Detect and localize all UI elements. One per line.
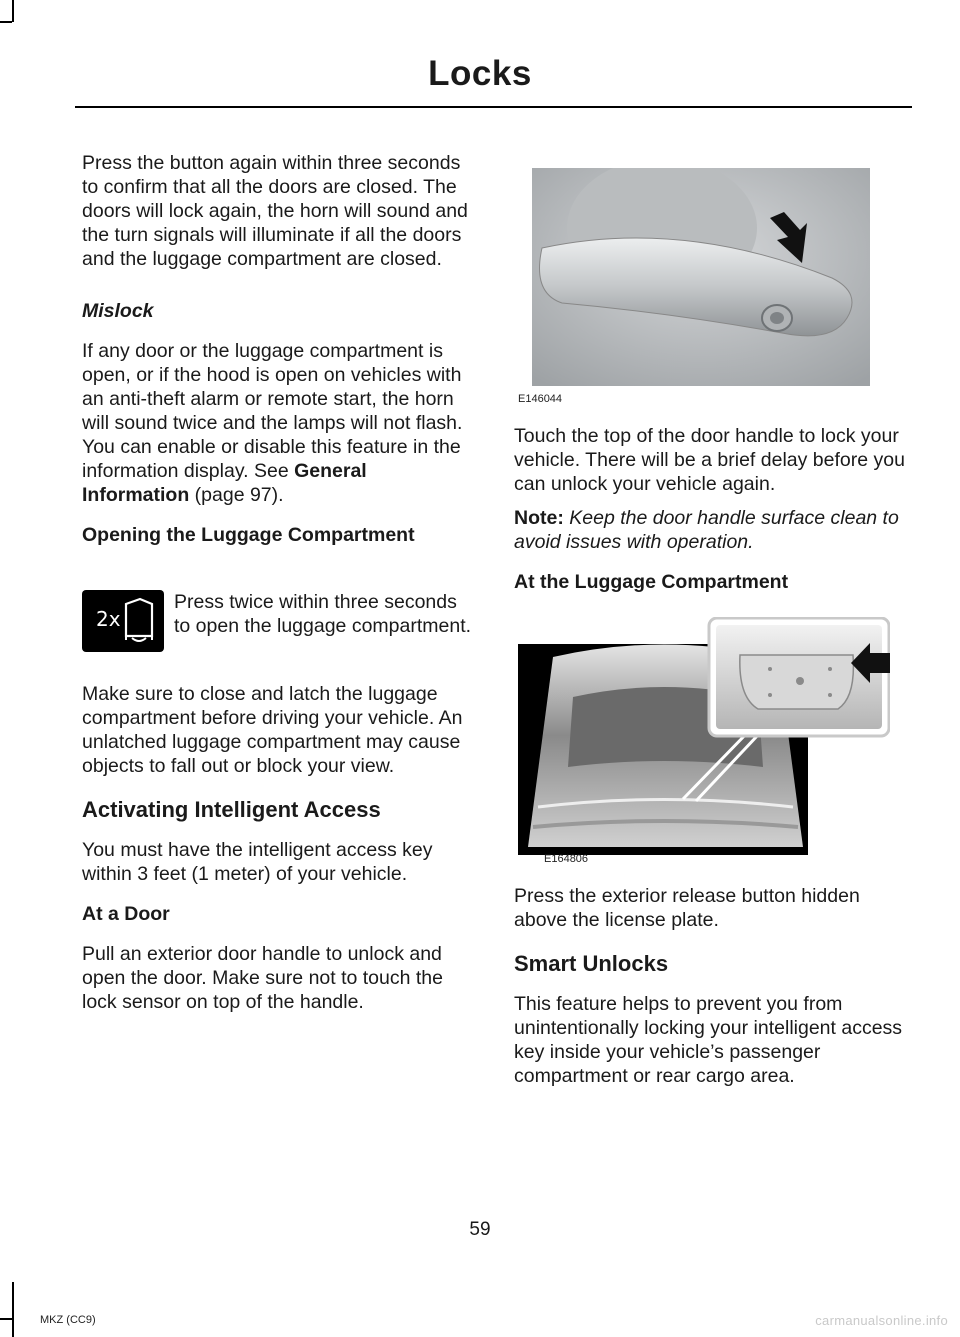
figure-code: E164806 (544, 853, 589, 865)
crop-mark (0, 21, 12, 23)
note-paragraph (514, 506, 910, 554)
right-column (514, 424, 910, 594)
paragraph-door-unlock: Pull an exterior door handle to unlock and open the door. Make sure not to touch the lock sensor on top of the handle. (82, 943, 443, 1013)
figure-code: E146044 (518, 393, 563, 405)
luggage-release-illustration (518, 617, 890, 857)
icon-2x-label: 2x (96, 607, 121, 631)
paragraph-key-range: You must have the intelligent access key within 3 feet (1 meter) of your vehicle. (82, 839, 433, 885)
right-column-lower (514, 884, 910, 1088)
mislock-heading: Mislock (82, 300, 154, 322)
press-twice-text: Press twice within three seconds to open the luggage compartment. (174, 591, 472, 637)
model-code: MKZ (CC9) (40, 1314, 96, 1326)
luggage-compartment-heading: At the Luggage Compartment (514, 571, 789, 593)
crop-mark (12, 1282, 14, 1337)
header-divider (75, 106, 912, 108)
watermark: carmanualsonline.info (815, 1313, 948, 1328)
luggage-release-figure (518, 617, 890, 857)
note-label: Note: (514, 507, 564, 529)
left-column-lower (82, 682, 477, 1014)
paragraph-release-button: Press the exterior release button hidden above the license plate. (514, 885, 860, 931)
trunk-release-button-icon (82, 590, 164, 652)
left-column (82, 151, 477, 547)
trunk-icon (82, 590, 164, 652)
paragraph-confirm-lock: Press the button again within three seconds to confirm that all the doors are closed. The doors will lock again, the horn will sound and the turn signals will illuminate if all the doors and the luggage compartment are closed. (82, 152, 468, 270)
page-reference: (page 97). (189, 484, 284, 506)
page-number: 59 (469, 1219, 491, 1240)
general-information-link[interactable]: General Information (82, 460, 367, 506)
smart-unlocks-heading: Smart Unlocks (514, 951, 669, 976)
note-text: Keep the door handle surface clean to avoid issues with operation. (514, 507, 899, 553)
intelligent-access-heading: Activating Intelligent Access (82, 797, 381, 822)
paragraph-latch: Make sure to close and latch the luggage compartment before driving your vehicle. An unlatched luggage compartment may cause objects to fall out or block your view. (82, 683, 463, 777)
door-heading: At a Door (82, 903, 170, 925)
paragraph-mislock (82, 339, 477, 507)
crop-mark (12, 0, 14, 22)
page-title: Locks (428, 54, 532, 93)
luggage-heading: Opening the Luggage Compartment (82, 524, 415, 546)
mislock-text: If any door or the luggage compartment is open, or if the hood is open on vehicles with an anti-theft alarm or remote start, the horn will sound twice and the lamps will not flash. You can enable or disable this feature in the information display. See (82, 340, 463, 482)
door-handle-figure (532, 168, 870, 386)
door-handle-illustration (532, 168, 870, 386)
icon-description (174, 590, 476, 638)
paragraph-smart-unlocks: This feature helps to prevent you from unintentionally locking your intelligent access key inside your vehicle’s passenger compartment or rear cargo area. (514, 993, 903, 1087)
crop-mark (0, 1318, 12, 1320)
paragraph-touch-lock: Touch the top of the door handle to lock your vehicle. There will be a brief delay before you can unlock your vehicle again. (514, 425, 905, 495)
